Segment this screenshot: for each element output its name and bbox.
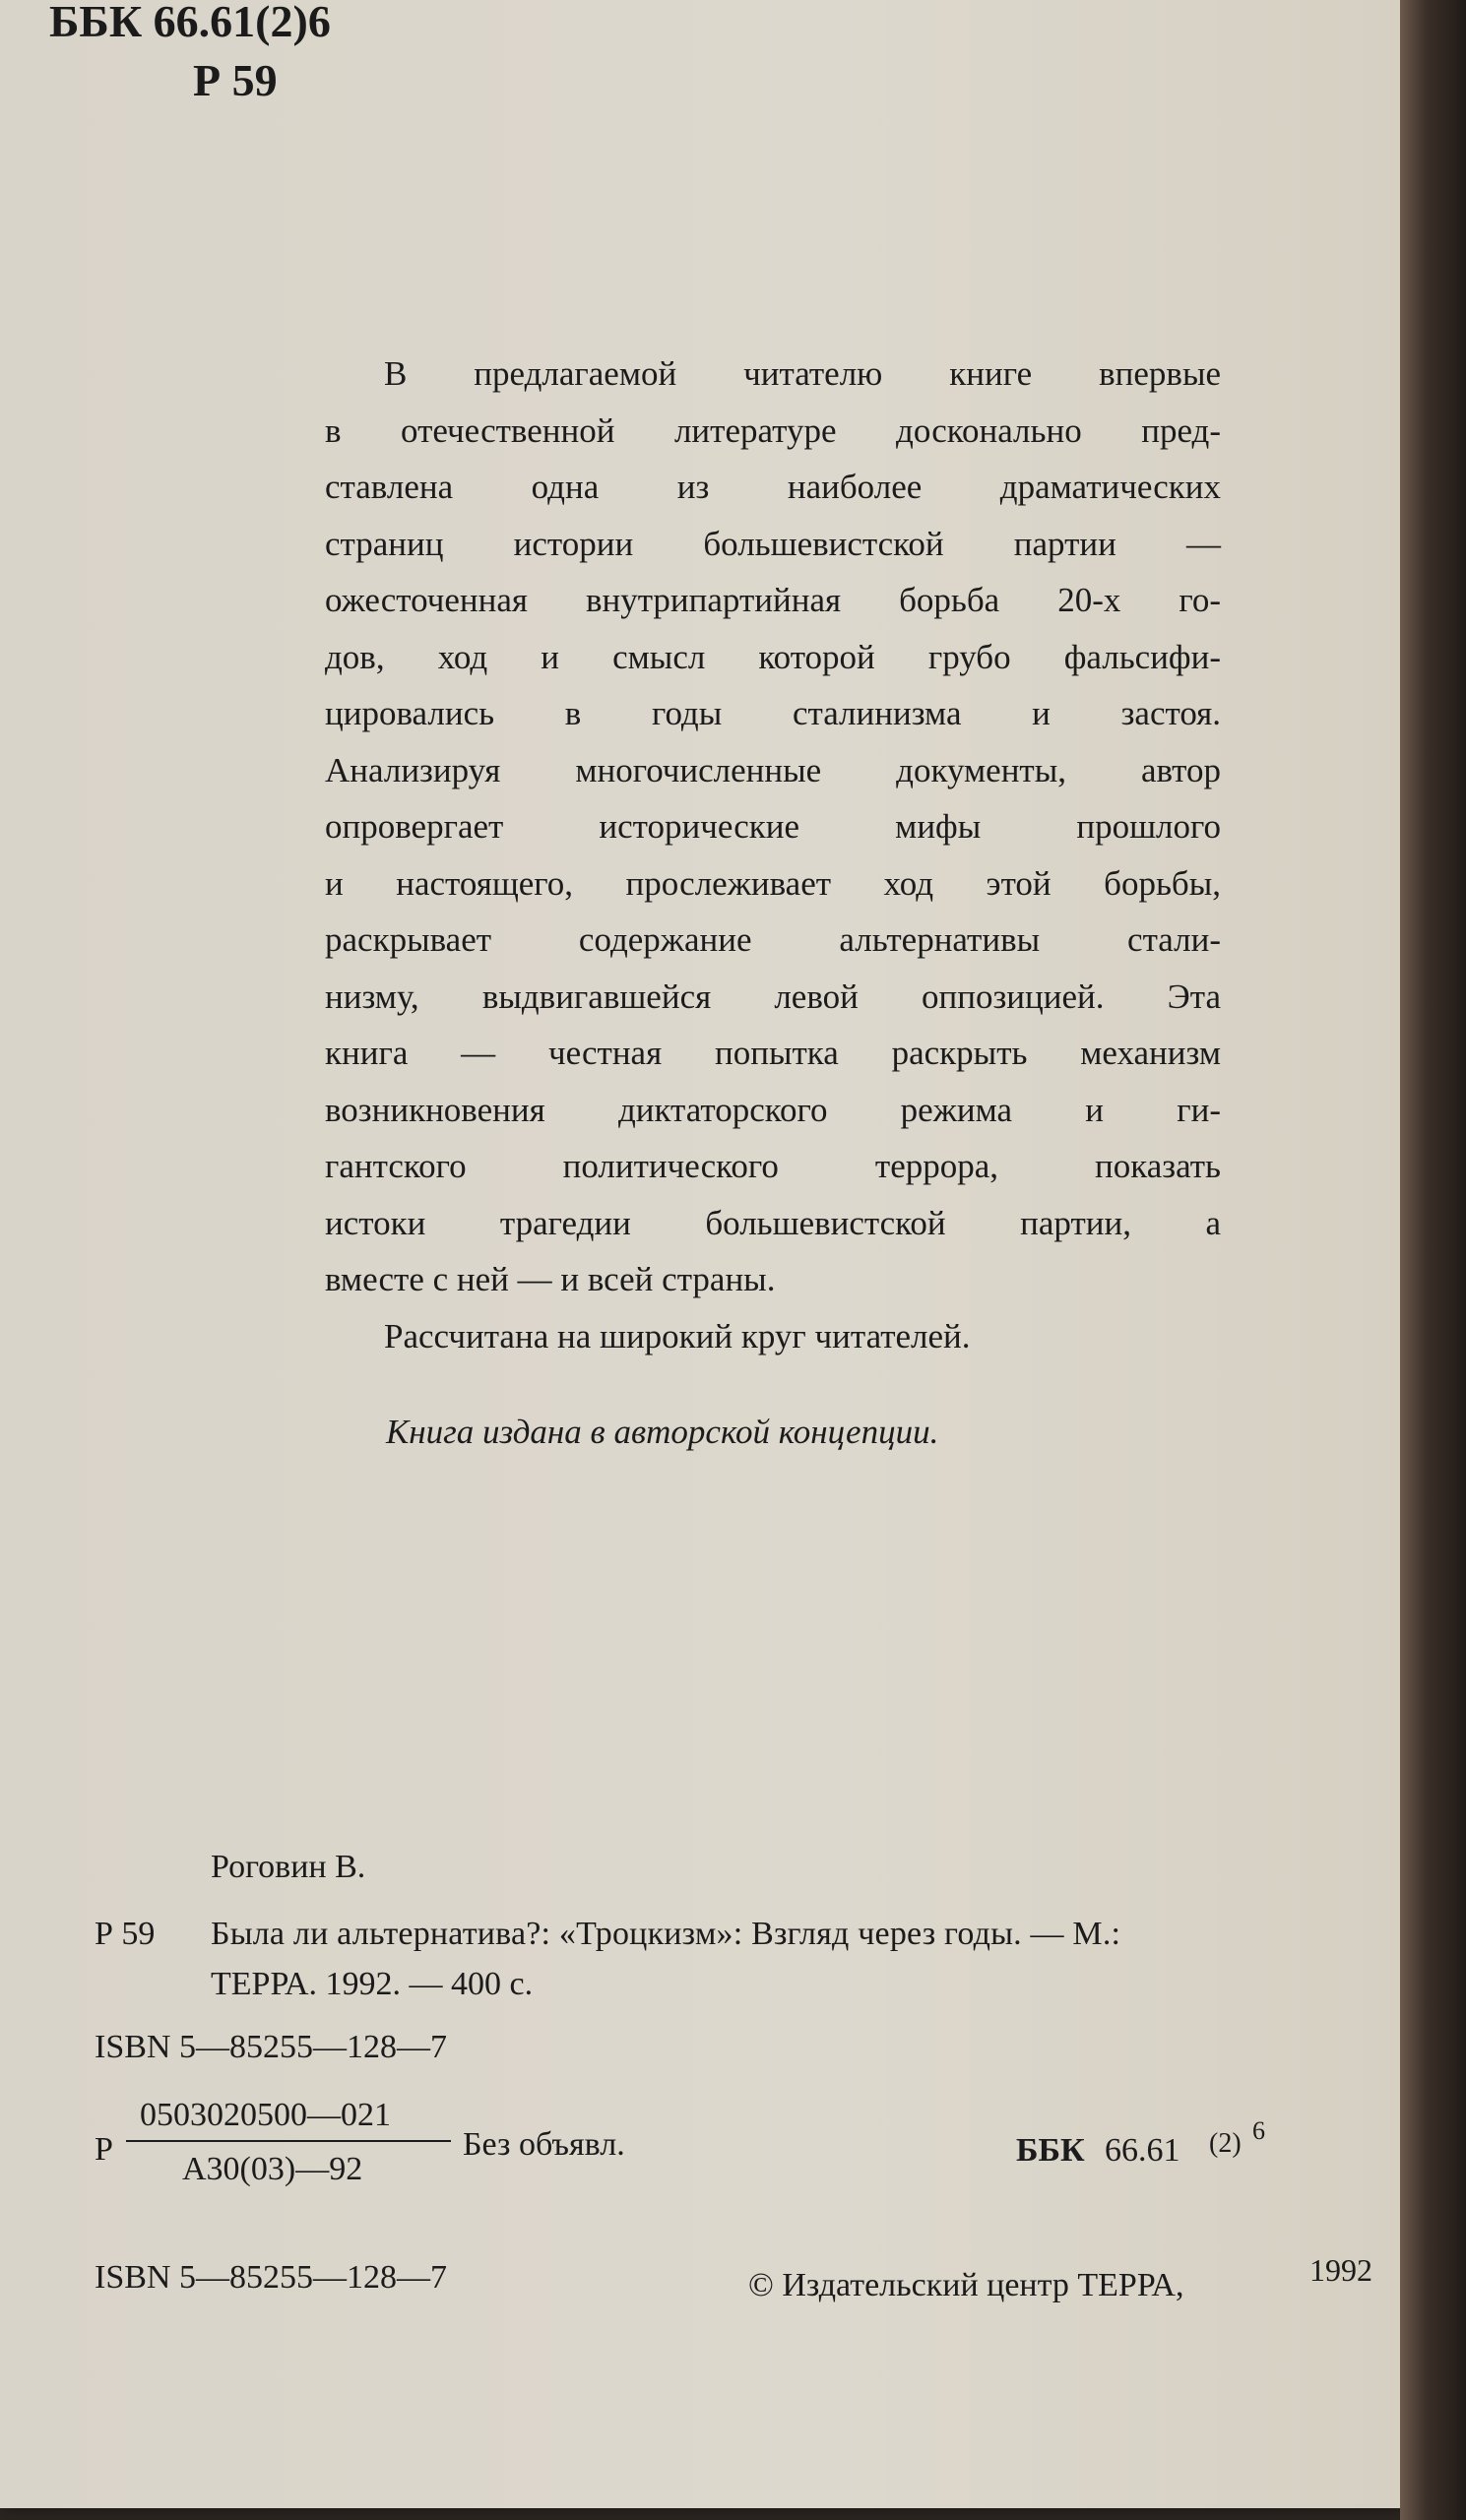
card-bbk-label: ББК xyxy=(1016,2132,1085,2169)
card-no-announce: Без объявл. xyxy=(463,2126,625,2163)
annotation-line: ожесточенная внутрипартийная борьба 20-х го- xyxy=(325,581,1221,619)
footer-copyright: © Издательский центр ТЕРРА, xyxy=(748,2267,1184,2303)
annotation-line: возникновения диктаторского режима и ги- xyxy=(325,1090,1221,1129)
card-title-line2: ТЕРРА. 1992. — 400 с. xyxy=(211,1966,534,2002)
annotation-line: опровергает исторические мифы прошлого xyxy=(325,807,1221,846)
audience-note: Рассчитана на широкий круг читателей. xyxy=(384,1316,971,1355)
card-code-prefix: Р xyxy=(95,2131,113,2168)
annotation-line: и настоящего, прослеживает ход этой борьбы, xyxy=(325,863,1221,903)
annotation-paragraph xyxy=(325,346,1221,1364)
card-fraction-line xyxy=(126,2140,451,2142)
card-author: Роговин В. xyxy=(211,1849,366,1885)
annotation-line: цировались в годы сталинизма и застоя. xyxy=(325,694,1221,732)
concept-note: Книга издана в авторской концепции. xyxy=(386,1413,939,1451)
annotation-line: дов, ход и смысл которой грубо фальсифи- xyxy=(325,637,1221,676)
annotation-line: страниц истории большевистской партии — xyxy=(325,524,1221,563)
footer-isbn: ISBN 5—85255—128—7 xyxy=(95,2259,447,2296)
card-code-denominator: А30(03)—92 xyxy=(182,2151,363,2187)
card-title-line1: Была ли альтернатива?: «Троцкизм»: Взгляд через годы. — М.: xyxy=(211,1916,1121,1952)
card-isbn: ISBN 5—85255—128—7 xyxy=(95,2029,447,2065)
bbk-header: ББК 66.61(2)6 xyxy=(49,0,331,46)
book-spine-edge xyxy=(1400,0,1466,2520)
footer-year: 1992 xyxy=(1309,2252,1372,2288)
card-bbk-value: 66.61 xyxy=(1105,2132,1180,2169)
annotation-line: истоки трагедии большевистской партии, а xyxy=(325,1203,1221,1242)
card-code-numerator: 0503020500—021 xyxy=(140,2097,391,2133)
annotation-line: раскрывает содержание альтернативы стали- xyxy=(325,920,1221,959)
annotation-line: ставлена одна из наиболее драматических xyxy=(325,468,1221,506)
annotation-line: вместе с ней — и всей страны. xyxy=(325,1260,776,1298)
card-bbk-suffix: 6 xyxy=(1252,2116,1265,2145)
card-index: Р 59 xyxy=(95,1916,156,1952)
annotation-line: В предлагаемой читателю книге впервые xyxy=(384,354,1221,393)
catalog-code-header: Р 59 xyxy=(193,55,278,105)
annotation-line: гантского политического террора, показать xyxy=(325,1147,1221,1185)
annotation-line: в отечественной литературе досконально пред- xyxy=(325,410,1221,450)
annotation-line: Анализируя многочисленные документы, автор xyxy=(325,750,1221,789)
card-bbk-region: (2) xyxy=(1209,2128,1242,2159)
annotation-line: книга — честная попытка раскрыть механизм xyxy=(325,1034,1221,1072)
annotation-line: низму, выдвигавшейся левой оппозицией. Эта xyxy=(325,976,1221,1016)
